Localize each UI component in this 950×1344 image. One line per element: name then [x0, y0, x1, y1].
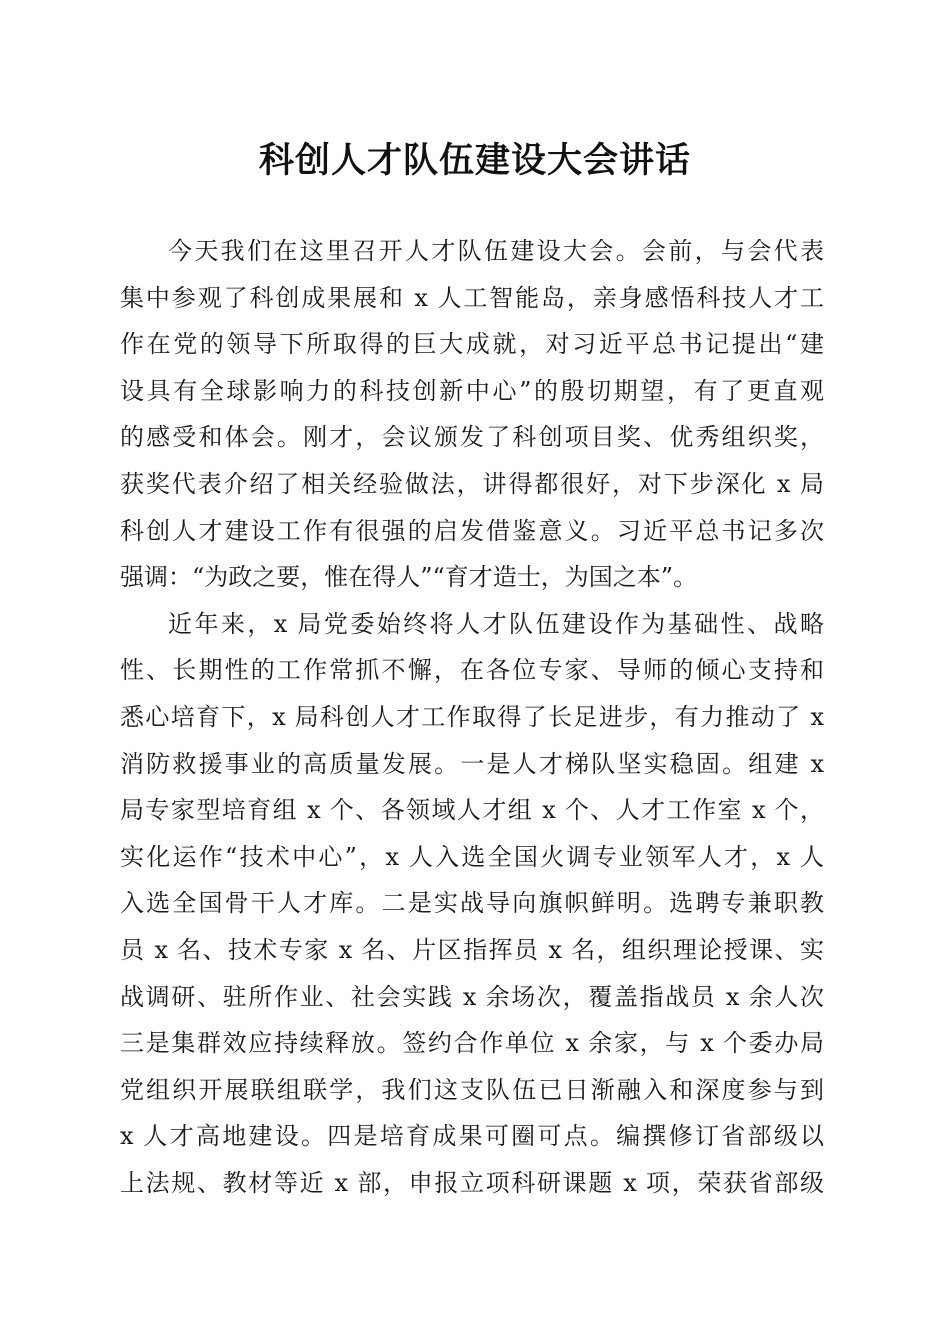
text-line: 悉心培育下，x 局科创人才工作取得了长足进步，有力推动了 x	[120, 702, 824, 731]
text-line: 战调研、驻所作业、社会实践 x 余场次，覆盖指战员 x 余人次	[120, 982, 824, 1011]
text-line: 消防救援事业的高质量发展。一是人才梯队坚实稳固。组建 x	[120, 749, 824, 778]
text-line: 三是集群效应持续释放。签约合作单位 x 余家，与 x 个委办局	[120, 1029, 824, 1058]
text-line: 员 x 名、技术专家 x 名、片区指挥员 x 名，组织理论授课、实	[120, 935, 824, 964]
text-line: 今天我们在这里召开人才队伍建设大会。会前，与会代表	[168, 237, 824, 265]
text-line: 实化运作“技术中心”，x 人入选全国火调专业领军人才，x 人	[120, 842, 824, 871]
text-line: 强调：“为政之要，惟在得人”“育才造士，为国之本”。	[120, 563, 698, 592]
text-line: 党组织开展联组联学，我们这支队伍已日渐融入和深度参与到	[120, 1075, 824, 1104]
document-body	[120, 228, 824, 1206]
text-line: 上法规、教材等近 x 部，申报立项科研课题 x 项，荣获省部级	[120, 1168, 824, 1197]
text-line: 近年来，x 局党委始终将人才队伍建设作为基础性、战略	[168, 609, 824, 638]
text-line: 的感受和体会。刚才，会议颁发了科创项目奖、优秀组织奖，	[120, 423, 824, 452]
text-line: 科创人才建设工作有很强的启发借鉴意义。习近平总书记多次	[120, 516, 824, 545]
text-line: 获奖代表介绍了相关经验做法，讲得都很好，对下步深化 x 局	[120, 469, 824, 498]
document-title: 科创人才队伍建设大会讲话	[258, 140, 691, 181]
text-line: 作在党的领导下所取得的巨大成就，对习近平总书记提出“建	[120, 330, 824, 359]
text-line: 设具有全球影响力的科技创新中心”的殷切期望，有了更直观	[120, 376, 824, 405]
text-line: 集中参观了科创成果展和 x 人工智能岛，亲身感悟科技人才工	[120, 283, 824, 312]
text-line: x 人才高地建设。四是培育成果可圈可点。编撰修订省部级以	[120, 1122, 824, 1151]
text-line: 性、长期性的工作常抓不懈，在各位专家、导师的倾心支持和	[120, 656, 824, 685]
text-line: 入选全国骨干人才库。二是实战导向旗帜鲜明。选聘专兼职教	[120, 889, 824, 918]
paragraph-2	[120, 601, 824, 1207]
paragraph-1	[120, 228, 824, 601]
text-line: 局专家型培育组 x 个、各领域人才组 x 个、人才工作室 x 个，	[120, 796, 824, 825]
